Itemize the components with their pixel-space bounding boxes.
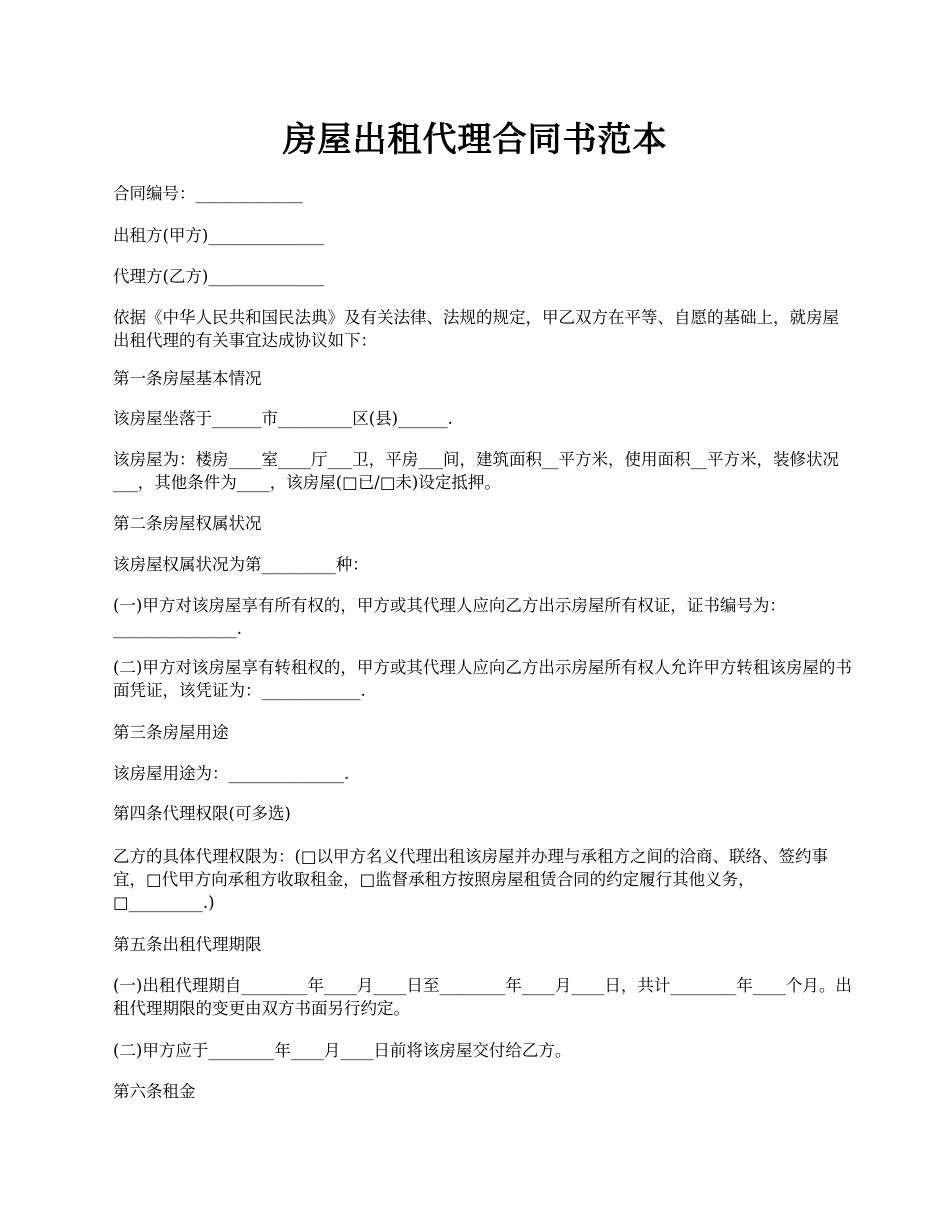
article-3-heading: 第三条房屋用途: [113, 723, 229, 742]
agency-period-clause-1: (一)出租代理期自________年____月____日至________年____月____日，共计________年____个月。出租代理期限的变更由双方书面另行约定。: [113, 976, 852, 1018]
article-6-heading: 第六条租金: [113, 1082, 196, 1101]
lessor-line: 出租方(甲方)______________: [113, 226, 324, 245]
preamble-paragraph: 依据《中华人民共和国民法典》及有关法律、法规的规定，甲乙双方在平等、自愿的基础上，就房屋出租代理的有关事宜达成协议如下：: [113, 308, 839, 350]
ownership-clause-2: (二)甲方对该房屋享有转租权的，甲方或其代理人应向乙方出示房屋所有权人允许甲方转租该房屋的书面凭证，该凭证为：____________.: [113, 658, 852, 700]
agency-period-clause-2: (二)甲方应于________年____月____日前将该房屋交付给乙方。: [113, 1041, 572, 1060]
house-usage-line: 该房屋用途为：______________.: [113, 764, 350, 783]
document-title: 房屋出租代理合同书范本: [282, 120, 668, 160]
agency-scope-paragraph: 乙方的具体代理权限为：(□以甲方名义代理出租该房屋并办理与承租方之间的洽商、联络、签约事宜，□代甲方向承租方收取租金，□监督承租方按照房屋租赁合同的约定履行其他义务，□_________.): [113, 847, 829, 912]
house-location-line: 该房屋坐落于______市_________区(县)______.: [113, 409, 453, 428]
contract-number-line: 合同编号：_____________: [113, 184, 303, 203]
article-4-heading: 第四条代理权限(可多选): [113, 804, 291, 823]
agent-line: 代理方(乙方)______________: [113, 267, 324, 286]
ownership-clause-1: (一)甲方对该房屋享有所有权的，甲方或其代理人应向乙方出示房屋所有权证，证书编号为：_______________.: [113, 596, 786, 638]
article-5-heading: 第五条出租代理期限: [113, 935, 262, 954]
article-1-heading: 第一条房屋基本情况: [113, 369, 262, 388]
house-details-paragraph: 该房屋为：楼房____室____厅___卫，平房___间，建筑面积__平方米，使用面积__平方米，装修状况___，其他条件为____，该房屋(□已/□未)设定抵押。: [113, 450, 839, 492]
article-2-heading: 第二条房屋权属状况: [113, 514, 262, 533]
ownership-type-line: 该房屋权属状况为第_________种：: [113, 555, 369, 574]
